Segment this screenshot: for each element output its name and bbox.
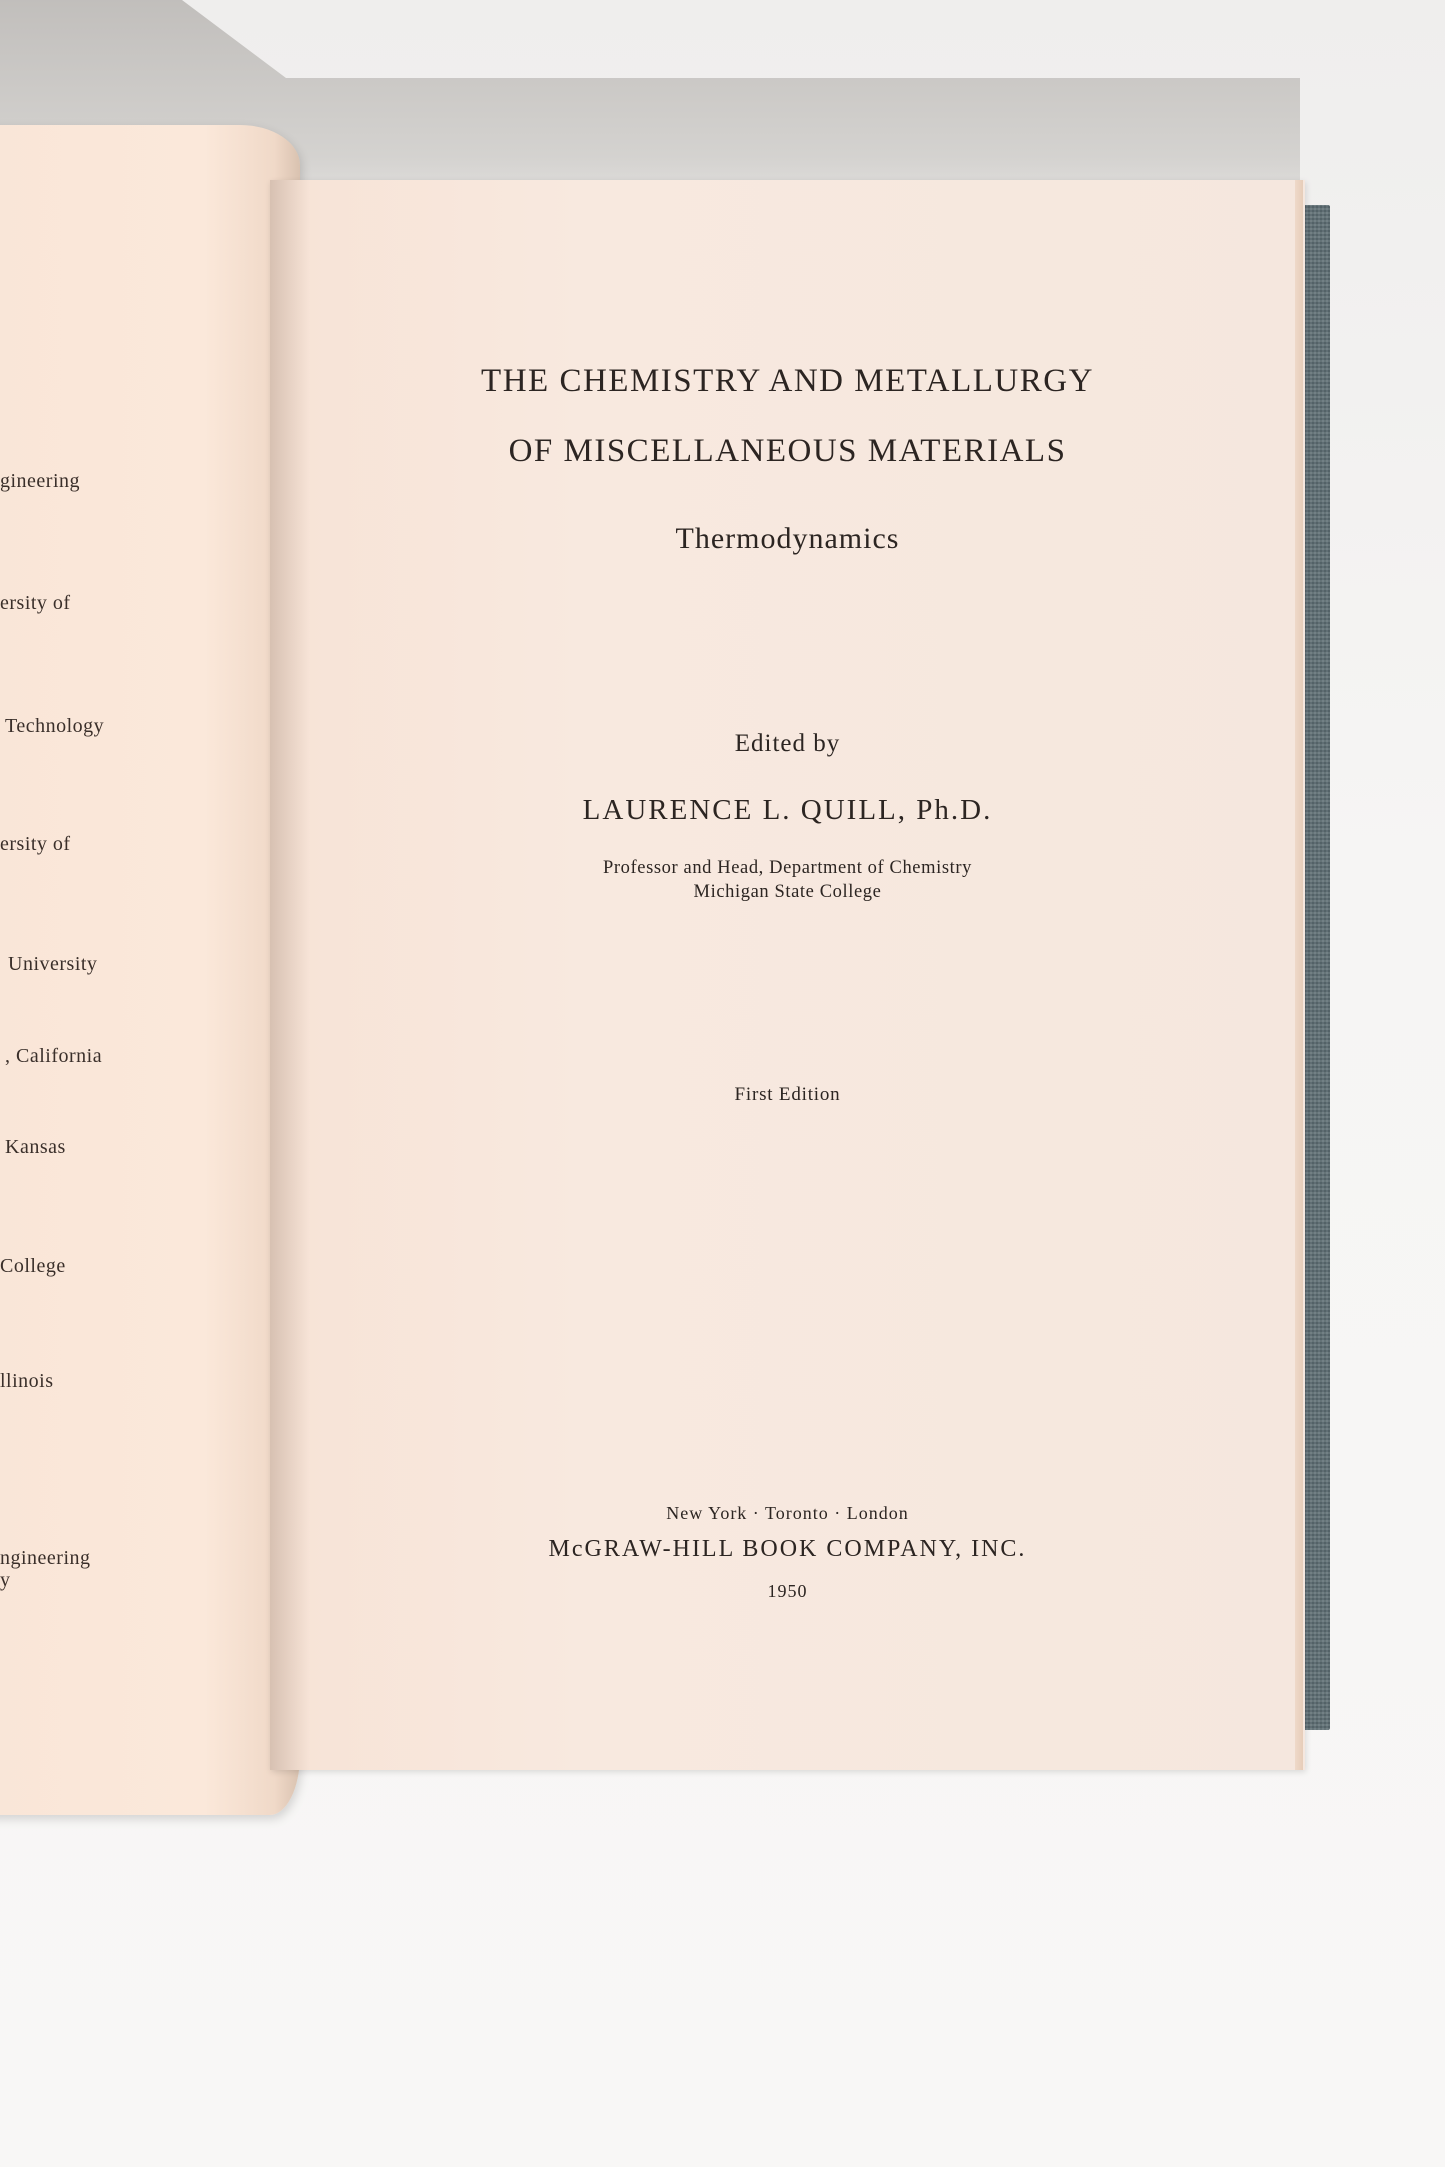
left-page-fragment: y	[0, 1569, 11, 1591]
publication-year: 1950	[767, 1581, 808, 1601]
editor-affiliation-line-1: Professor and Head, Department of Chemistry	[603, 858, 972, 878]
publisher-cities: New York · Toronto · London	[666, 1503, 909, 1523]
book-subtitle: Thermodynamics	[675, 522, 900, 555]
edited-by-label: Edited by	[734, 730, 841, 757]
title-page	[270, 180, 1305, 1770]
left-page	[0, 125, 300, 1815]
left-page-fragment: Technology	[5, 715, 105, 737]
page-edge	[1295, 180, 1303, 1770]
edition-label: First Edition	[734, 1084, 841, 1105]
publisher-name: McGRAW-HILL BOOK COMPANY, INC.	[548, 1536, 1027, 1562]
page-gutter-shadow	[270, 180, 310, 1770]
left-page-fragment: Kansas	[5, 1136, 66, 1158]
left-page-fragment: College	[0, 1255, 66, 1277]
left-page-fragment: ersity of	[0, 592, 71, 614]
left-page-fragment: , California	[5, 1045, 103, 1067]
left-page-fragment: llinois	[0, 1370, 54, 1392]
editor-affiliation-line-2: Michigan State College	[693, 882, 882, 902]
left-page-fragment: University	[8, 953, 98, 975]
left-page-fragment: ersity of	[0, 833, 71, 855]
left-page-fragment: ngineering	[0, 1547, 91, 1569]
left-page-fragment: gineering	[0, 470, 81, 492]
book-title-line-2: OF MISCELLANEOUS MATERIALS	[508, 433, 1067, 469]
editor-name: LAURENCE L. QUILL, Ph.D.	[582, 794, 993, 826]
book-title-line-1: THE CHEMISTRY AND METALLURGY	[481, 363, 1094, 399]
